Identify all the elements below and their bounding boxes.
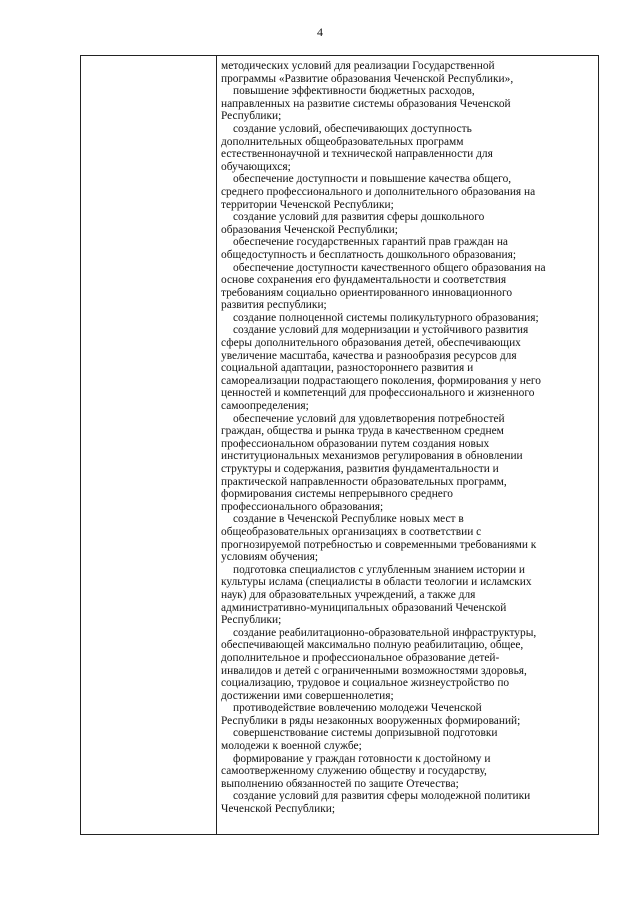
text-line: Республики; [221,110,282,123]
paragraph [221,123,596,173]
paragraph [221,413,596,514]
paragraph [221,513,596,563]
text-line: самоопределения; [221,400,309,413]
text-line: Чеченской Республики; [221,803,336,816]
text-line: обеспечение условий для удовлетворения потребностей [233,412,505,425]
text-line: обеспечение доступности и повышение качества общего, [233,173,512,186]
table-cell-content [221,60,596,816]
text-line: создание условий для развития сферы дошкольного [233,211,485,224]
text-line: противодействие вовлечению молодежи Чеченской [233,702,482,715]
text-line: увеличение масштаба, качества и разнообразия ресурсов для [221,349,517,362]
paragraph [221,702,596,727]
text-line: практической направленности образовательных программ, [221,475,507,488]
text-line: среднего профессионального и дополнительного образования на [221,185,536,198]
text-line: Республики; [221,614,282,627]
text-line: создание условий для модернизации и устойчивого развития [233,324,529,337]
text-line: обеспечение государственных гарантий прав граждан на [233,236,508,249]
text-line: создание условий для развития сферы молодежной политики [233,790,531,803]
text-line: требованиям социально ориентированного инновационного [221,286,513,299]
text-line: методических условий для реализации Государственной [221,60,495,72]
text-line: профессионального образования; [221,500,384,513]
text-line: обучающихся; [221,160,291,173]
paragraph [221,324,596,412]
text-line: сферы дополнительного образования детей, обеспечивающих [221,337,521,350]
text-line: основе сохранения его фундаментальности и соответствия [221,274,507,287]
text-line: обеспечение доступности качественного общего образования на [233,261,546,274]
page-number: 4 [317,25,323,39]
text-line: подготовка специалистов с углубленным знанием истории и [233,563,526,576]
paragraph [221,564,596,627]
text-line: дополнительных общеобразовательных программ [221,135,464,148]
text-line: образования Чеченской Республики; [221,223,398,236]
paragraph [221,211,596,236]
text-line: направленных на развитие системы образования Чеченской [221,97,511,110]
text-line: наук) для образовательных учреждений, а также для [221,588,476,601]
text-line: институциональных механизмов регулирования в обновлении [221,450,523,463]
document-table [80,55,599,835]
text-line: Республики в ряды незаконных вооруженных формирований; [221,714,521,727]
paragraph [221,236,596,261]
text-line: ценностей и компетенций для профессионального и жизненного [221,387,535,400]
paragraph [221,173,596,211]
text-line: дополнительное и профессиональное образование детей- [221,651,500,664]
text-line: социальной адаптации, разностороннего развития и [221,362,474,375]
text-line: создание в Чеченской Республике новых мест в [233,513,464,526]
text-line: общеобразовательных организациях в соответствии с [221,525,482,538]
text-line: территории Чеченской Республики; [221,198,394,211]
text-line: граждан, общества и рынка труда в качественном среднем [221,425,504,438]
text-line: обеспечивающей максимально полную реабилитацию, общее, [221,639,524,652]
text-line: формирования системы непрерывного среднего [221,488,453,501]
paragraph [221,60,596,85]
text-line: административно-муниципальных образований Чеченской [221,601,507,614]
paragraph [221,262,596,312]
text-line: достижении ими совершеннолетия; [221,689,394,702]
text-line: самоотверженному служению обществу и государству, [221,765,487,778]
text-line: культуры ислама (специалисты в области теологии и исламских [221,576,532,589]
text-line: инвалидов и детей с ограниченными возможностями здоровья, [221,664,527,677]
paragraph [221,727,596,752]
paragraph [221,753,596,791]
text-line: условиям обучения; [221,551,319,564]
paragraph [221,627,596,703]
text-line: молодежи к военной службе; [221,740,362,753]
text-line: создание реабилитационно-образовательной инфраструктуры, [233,626,537,639]
text-line: общедоступность и бесплатность дошкольного образования; [221,248,517,261]
text-line: создание полноценной системы поликультурного образования; [233,311,539,324]
text-line: структуры и содержания, развития фундаментальности и [221,463,499,475]
text-line: развития республики; [221,299,327,312]
text-line: совершенствование системы допризывной подготовки [233,727,498,740]
paragraph [221,312,596,325]
text-line: самореализации подрастающего поколения, формирования у него [221,374,541,387]
text-line: естественнонаучной и технической направленности для [221,148,493,161]
text-line: программы «Развитие образования Чеченской Республики», [221,72,514,85]
text-line: социализацию, трудовое и социальное жизнеустройство по [221,677,510,690]
text-line: формирование у граждан готовности к достойному и [233,752,491,765]
paragraph [221,790,596,815]
column-divider [216,56,217,834]
text-line: выполнению обязанностей по защите Отечества; [221,777,459,790]
text-line: повышение эффективности бюджетных расходов, [233,85,475,98]
text-line: прогнозируемой потребностью и современными требованиями к [221,538,537,551]
text-line: создание условий, обеспечивающих доступность [233,122,472,135]
text-line: профессиональном образовании путем создания новых [221,437,490,450]
paragraph [221,85,596,123]
